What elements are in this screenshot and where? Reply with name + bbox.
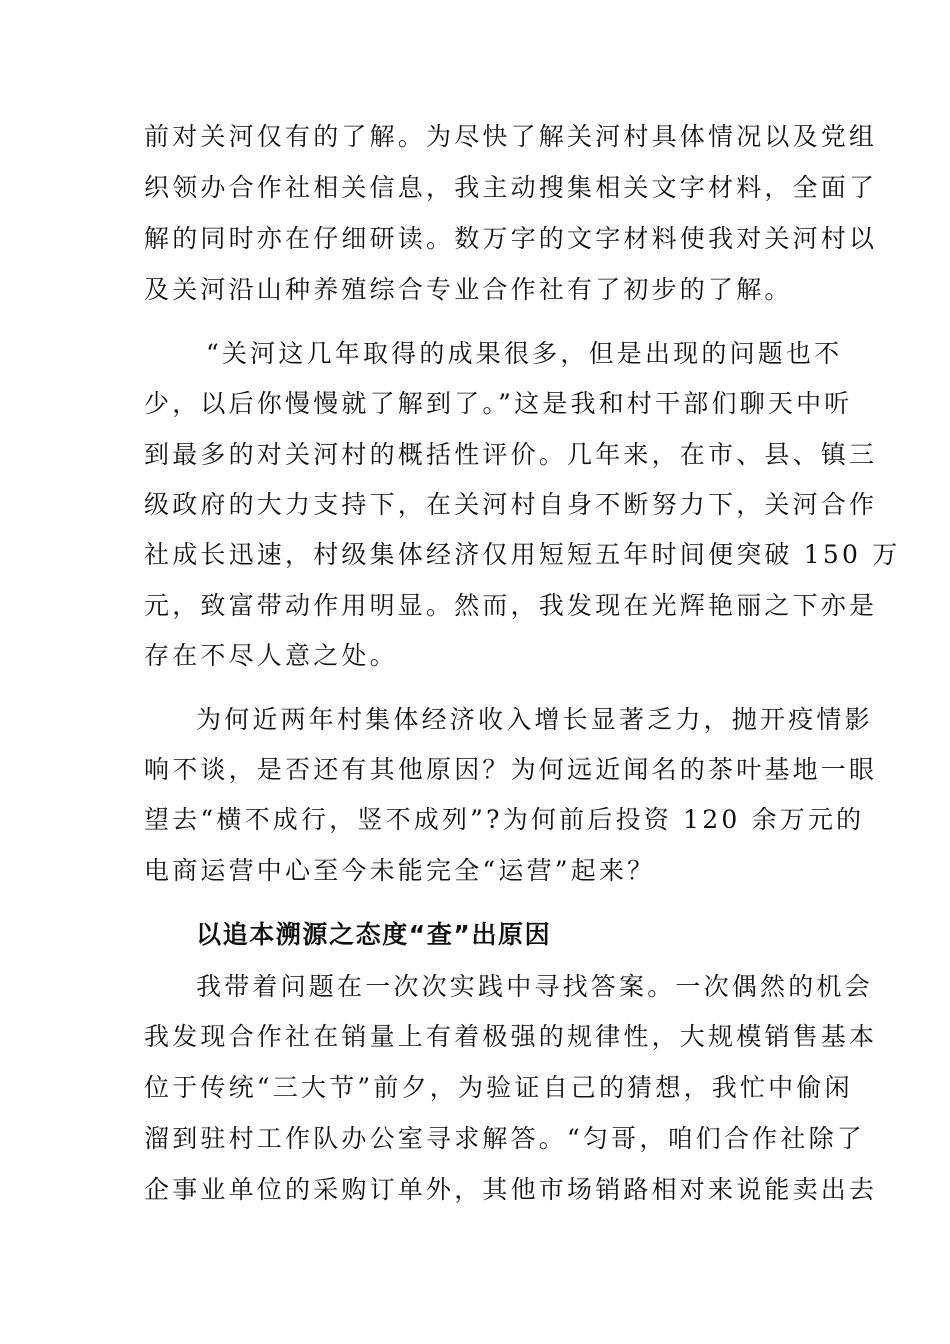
paragraph-2-line-5: 社成长迅速，村级集体经济仅用短短五年时间便突破 150 万 [144,540,901,569]
paragraph-3-line-1: 为何近两年村集体经济收入增长显著乏力，抛开疫情影 [196,705,873,734]
paragraph-2-line-6: 元，致富带动作用明显。然而，我发现在光辉艳丽之下亦是 [144,591,878,620]
paragraph-4-line-5: 企事业单位的采购订单外，其他市场销路相对来说能卖出去 [144,1175,878,1204]
paragraph-1-line-3: 解的同时亦在仔细研读。数万字的文字材料使我对关河村以 [144,224,878,253]
paragraph-2-line-3: 到最多的对关河村的概括性评价。几年来，在市、县、镇三 [144,440,878,469]
paragraph-4-line-3: 位于传统“三大节”前夕，为验证自己的猜想，我忙中偷闲 [144,1073,853,1102]
paragraph-3-line-2: 响不谈，是否还有其他原因？为何远近闻名的茶叶基地一眼 [144,755,878,784]
paragraph-2-line-4: 级政府的大力支持下，在关河村自身不断努力下，关河合作 [144,490,878,519]
paragraph-4-line-1: 我带着问题在一次次实践中寻找答案。一次偶然的机会 [196,972,873,1001]
paragraph-2-line-2: 少，以后你慢慢就了解到了。”这是我和村干部们聊天中听 [144,389,853,418]
paragraph-3-line-3: 望去“横不成行，竖不成列”?为何前后投资 120 余万元的 [144,805,865,834]
paragraph-2-line-7: 存在不尽人意之处。 [144,641,398,670]
section-heading: 以追本溯源之态度“查”出原因 [196,920,552,949]
paragraph-4-line-4: 溜到驻村工作队办公室寻求解答。“匀哥，咱们合作社除了 [144,1124,865,1153]
paragraph-1-line-1: 前对关河仅有的了解。为尽快了解关河村具体情况以及党组 [144,122,878,151]
paragraph-2-line-1: “关河这几年取得的成果很多，但是出现的问题也不 [206,339,843,368]
paragraph-4-line-2: 我发现合作社在销量上有着极强的规律性，大规模销售基本 [144,1022,878,1051]
paragraph-1-line-2: 织领办合作社相关信息，我主动搜集相关文字材料，全面了 [144,173,878,202]
paragraph-3-line-4: 电商运营中心至今未能完全“运营”起来？ [144,856,656,885]
paragraph-1-line-4: 及关河沿山种养殖综合专业合作社有了初步的了解。 [144,275,793,304]
